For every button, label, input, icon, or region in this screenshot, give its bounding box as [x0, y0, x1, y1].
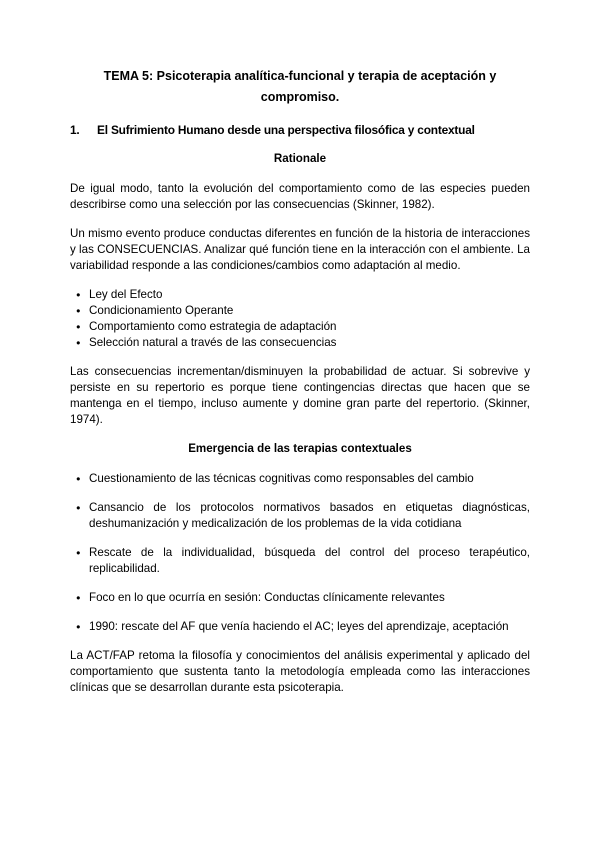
rationale-paragraph-2: Un mismo evento produce conductas diferentes en función de la historia de interacciones y las CONSECUENCIAS. Analizar qué función tiene en la interacción con el ambiente. La variabilidad responde a las condiciones/cambios como adaptación al medio.	[70, 226, 530, 272]
principles-list	[70, 287, 530, 351]
rationale-subheading: Rationale	[273, 151, 327, 165]
closing-paragraph: La ACT/FAP retoma la filosofía y conocimientos del análisis experimental y aplicado del comportamiento que sustenta tanto la metodología empleada como las interacciones clínicas que se desarrollan durante esta psicoterapia.	[70, 648, 530, 694]
list-item-text: 1990: rescate del AF que venía haciendo el AC; leyes del aprendizaje, aceptación	[89, 619, 509, 633]
list-item	[70, 319, 530, 335]
list-item	[70, 590, 530, 606]
list-item	[70, 287, 530, 303]
list-item-text: Condicionamiento Operante	[89, 303, 234, 317]
list-item	[70, 545, 530, 577]
bullet-icon: ●	[76, 502, 81, 512]
list-item-text: Cansancio de los protocolos normativos basados en etiquetas diagnósticas, deshumanización y medicalización de los problemas de la vida cotidiana	[89, 500, 530, 530]
list-item-text: Foco en lo que ocurría en sesión: Conductas clínicamente relevantes	[89, 590, 445, 604]
bullet-icon: ●	[76, 289, 81, 299]
document-title: TEMA 5: Psicoterapia analítica-funcional y terapia de aceptación y compromiso.	[103, 69, 497, 105]
list-item	[70, 303, 530, 319]
bullet-icon: ●	[76, 621, 81, 631]
list-item	[70, 471, 530, 487]
rationale-paragraph-1: De igual modo, tanto la evolución del comportamiento como de las especies pueden describirse como una selección por las consecuencias (Skinner, 1982).	[70, 181, 530, 211]
bullet-icon: ●	[76, 321, 81, 331]
bullet-icon: ●	[76, 337, 81, 347]
bullet-icon: ●	[76, 473, 81, 483]
list-item-text: Ley del Efecto	[89, 287, 163, 301]
list-item-text: Rescate de la individualidad, búsqueda del control del proceso terapéutico, replicabilidad.	[89, 545, 530, 575]
contextual-therapies-list	[70, 471, 530, 635]
rationale-paragraph-3: Las consecuencias incrementan/disminuyen la probabilidad de actuar. Si sobrevive y persiste en su repertorio es porque tiene contingencias directas que hacen que se mantenga en el tiempo, incluso aumente y domine gran parte del repertorio. (Skinner, 1974).	[70, 364, 530, 426]
list-item-text: Selección natural a través de las consecuencias	[89, 335, 337, 349]
list-item	[70, 619, 530, 635]
section-number: 1.	[70, 122, 80, 137]
section-heading	[70, 123, 530, 137]
list-item	[70, 500, 530, 532]
emergencia-subheading: Emergencia de las terapias contextuales	[188, 441, 412, 455]
section-heading-text: El Sufrimiento Humano desde una perspectiva filosófica y contextual	[97, 122, 475, 137]
list-item	[70, 335, 530, 351]
bullet-icon: ●	[76, 305, 81, 315]
list-item-text: Cuestionamiento de las técnicas cognitivas como responsables del cambio	[89, 471, 474, 485]
bullet-icon: ●	[76, 547, 81, 557]
bullet-icon: ●	[76, 592, 81, 602]
list-item-text: Comportamiento como estrategia de adaptación	[89, 319, 337, 333]
